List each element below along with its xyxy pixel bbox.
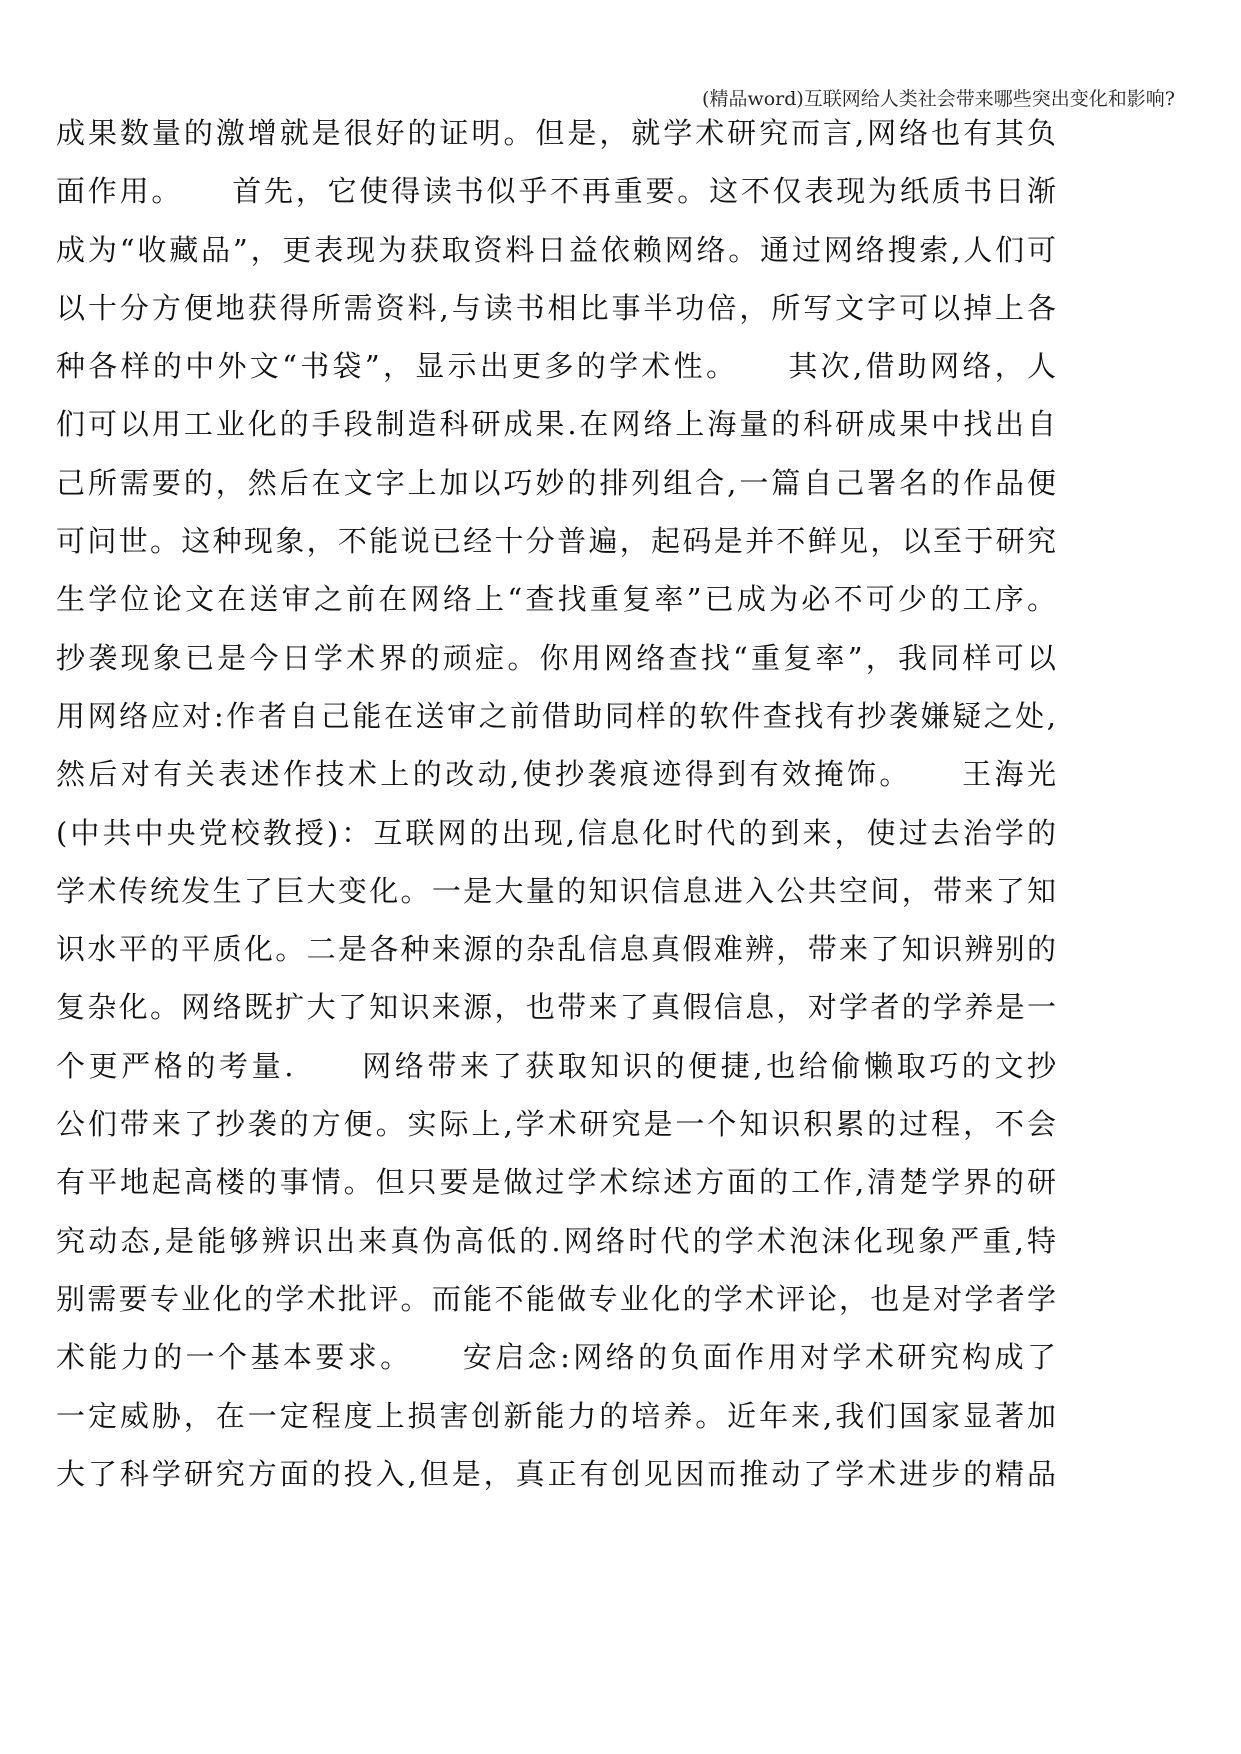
text-line: 可问世。这种现象，不能说已经十分普遍，起码是并不鲜见，以至于研究	[56, 524, 1056, 559]
text-line: 公们带来了抄袭的方便。实际上,学术研究是一个知识积累的过程，不会	[56, 1107, 1056, 1142]
text-line: 识水平的平质化。二是各种来源的杂乱信息真假难辨，带来了知识辨别的	[56, 932, 1056, 967]
text-line: 有平地起高楼的事情。但只要是做过学术综述方面的工作,清楚学界的研	[56, 1165, 1056, 1200]
text-line: (中共中央党校教授)：互联网的出现,信息化时代的到来，使过去治学的	[56, 815, 1056, 850]
text-line: 们可以用工业化的手段制造科研成果.在网络上海量的科研成果中找出自	[56, 407, 1056, 442]
text-line: 己所需要的，然后在文字上加以巧妙的排列组合,一篇自己署名的作品便	[56, 465, 1056, 500]
text-line: 以十分方便地获得所需资料,与读书相比事半功倍，所写文字可以掉上各	[56, 290, 1056, 325]
text-line: 成果数量的激增就是很好的证明。但是，就学术研究而言,网络也有其负	[56, 116, 1056, 150]
text-line: 种各样的中外文“书袋”，显示出更多的学术性。 其次,借助网络，人	[56, 349, 1056, 384]
text-line: 生学位论文在送审之前在网络上“查找重复率”已成为必不可少的工序。	[56, 582, 1056, 617]
text-line: 然后对有关表述作技术上的改动,使抄袭痕迹得到有效掩饰。 王海光	[56, 757, 1056, 792]
text-line: 究动态,是能够辨识出来真伪高低的.网络时代的学术泡沫化现象严重,特	[56, 1223, 1056, 1258]
page-header: (精品word)互联网给人类社会带来哪些突出变化和影响?	[702, 88, 1175, 110]
text-line: 用网络应对:作者自己能在送审之前借助同样的软件查找有抄袭嫌疑之处,	[56, 698, 1056, 733]
text-line: 成为“收藏品”，更表现为获取资料日益依赖网络。通过网络搜索,人们可	[56, 232, 1056, 267]
text-line: 面作用。 首先，它使得读书似乎不再重要。这不仅表现为纸质书日渐	[56, 174, 1056, 209]
text-line: 抄袭现象已是今日学术界的顽症。你用网络查找“重复率”，我同样可以	[56, 640, 1056, 675]
document-body	[56, 104, 1056, 1503]
text-line: 复杂化。网络既扩大了知识来源，也带来了真假信息，对学者的学养是一	[56, 990, 1056, 1025]
text-line: 一定威胁，在一定程度上损害创新能力的培养。近年来,我们国家显著加	[56, 1398, 1056, 1433]
text-line: 个更严格的考量. 网络带来了获取知识的便捷,也给偷懒取巧的文抄	[56, 1048, 1056, 1083]
text-line: 大了科学研究方面的投入,但是，真正有创见因而推动了学术进步的精品	[56, 1456, 1056, 1491]
text-line: 学术传统发生了巨大变化。一是大量的知识信息进入公共空间，带来了知	[56, 873, 1056, 908]
text-line: 术能力的一个基本要求。 安启念:网络的负面作用对学术研究构成了	[56, 1340, 1056, 1375]
text-line: 别需要专业化的学术批评。而能不能做专业化的学术评论，也是对学者学	[56, 1281, 1056, 1316]
